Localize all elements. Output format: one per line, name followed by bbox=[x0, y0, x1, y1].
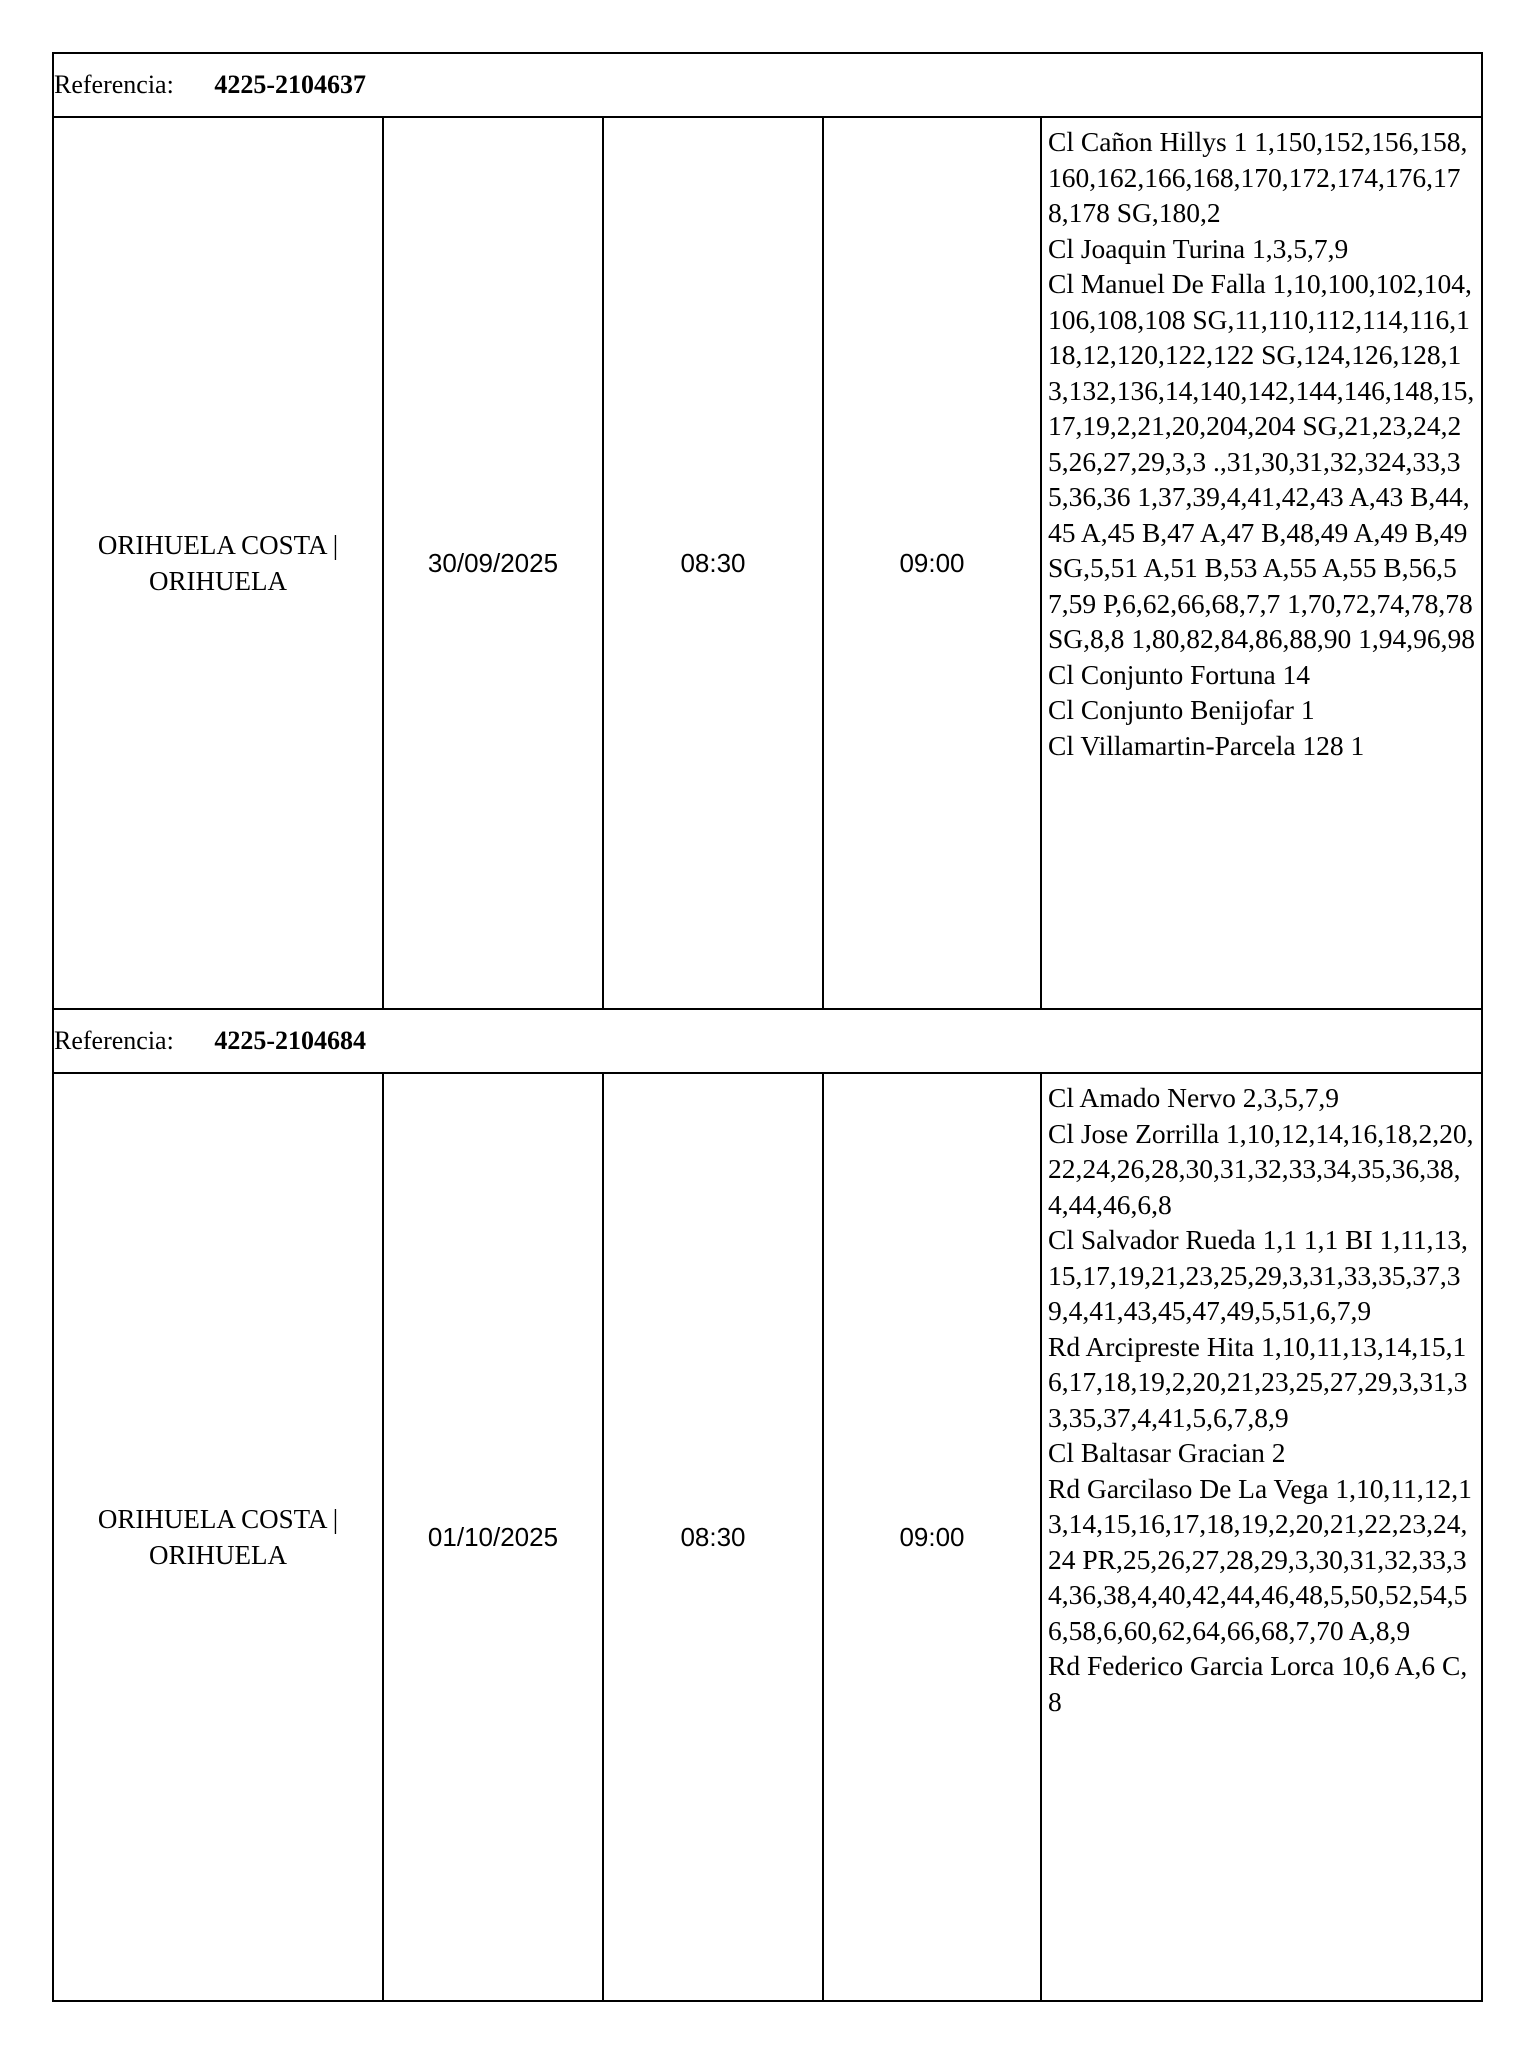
street-entry: Cl Baltasar Gracian 2 bbox=[1048, 1437, 1286, 1468]
date-cell: 30/09/2025 bbox=[383, 117, 603, 1009]
streets-cell bbox=[1041, 117, 1482, 1009]
street-entry: Cl Manuel De Falla 1,10,100,102,104,106,108,108 SG,11,110,112,114,116,118,12,120,122,122 SG,124,126,128,13,132,136,14,140,142,144,146,148,15,17,19,2,21,20,204,204 SG,21,23,24,25,26,27,29,3,3 .,31,30,31,32,324,33,35,36,36 1,37,39,4,41,42,43 A,43 B,44,45 A,45 B,47 A,47 B,48,49 A,49 B,49 SG,5,51 A,51 B,53 A,55 A,55 B,56,57,59 P,6,62,66,68,7,7 1,70,72,74,78,78 SG,8,8 1,80,82,84,86,88,90 1,94,96,98 bbox=[1048, 268, 1476, 654]
end-time-cell: 09:00 bbox=[823, 117, 1041, 1009]
reference-cell bbox=[53, 53, 1482, 117]
place-cell: ORIHUELA COSTA | ORIHUELA bbox=[53, 117, 383, 1009]
street-entry: Cl Jose Zorrilla 1,10,12,14,16,18,2,20,22,24,26,28,30,31,32,33,34,35,36,38,4,44,46,6,8 bbox=[1048, 1117, 1474, 1220]
start-time-cell: 08:30 bbox=[603, 1073, 823, 2001]
street-entry: Cl Conjunto Benijofar 1 bbox=[1048, 694, 1315, 725]
reference-label: Referencia: bbox=[54, 1026, 174, 1055]
outage-row bbox=[53, 1073, 1482, 2001]
start-time-cell: 08:30 bbox=[603, 117, 823, 1009]
street-entry: Cl Amado Nervo 2,3,5,7,9 bbox=[1048, 1082, 1340, 1113]
street-entry: Cl Cañon Hillys 1 1,150,152,156,158,160,162,166,168,170,172,174,176,178,178 SG,180,2 bbox=[1048, 126, 1468, 228]
outage-row bbox=[53, 117, 1482, 1009]
place-cell: ORIHUELA COSTA | ORIHUELA bbox=[53, 1073, 383, 2001]
reference-cell bbox=[53, 1009, 1482, 1073]
end-time-cell: 09:00 bbox=[823, 1073, 1041, 2001]
street-entry: Rd Garcilaso De La Vega 1,10,11,12,13,14,15,16,17,18,19,2,20,21,22,23,24,24 PR,25,26,27,28,29,3,30,31,32,33,34,36,38,4,40,42,44,46,48,5,50,52,54,56,58,6,60,62,64,66,68,7,70 A,8,9 bbox=[1048, 1472, 1472, 1646]
reference-code: 4225-2104637 bbox=[214, 70, 366, 99]
date-cell: 01/10/2025 bbox=[383, 1073, 603, 2001]
street-entry: Cl Salvador Rueda 1,1 1,1 BI 1,11,13,15,17,19,21,23,25,29,3,31,33,35,37,39,4,41,43,45,47,49,5,51,6,7,9 bbox=[1048, 1224, 1468, 1326]
reference-code: 4225-2104684 bbox=[214, 1026, 366, 1055]
outage-table bbox=[52, 52, 1483, 2002]
reference-label: Referencia: bbox=[54, 70, 174, 99]
reference-row bbox=[53, 1009, 1482, 1073]
streets-cell bbox=[1041, 1073, 1482, 2001]
reference-row bbox=[53, 53, 1482, 117]
street-entry: Cl Joaquin Turina 1,3,5,7,9 bbox=[1048, 232, 1349, 264]
street-entry: Rd Federico Garcia Lorca 10,6 A,6 C,8 bbox=[1048, 1650, 1468, 1717]
street-entry: Cl Conjunto Fortuna 14 bbox=[1048, 658, 1311, 690]
street-entry: Cl Villamartin-Parcela 128 1 bbox=[1048, 729, 1365, 761]
street-entry: Rd Arcipreste Hita 1,10,11,13,14,15,16,17,18,19,2,20,21,23,25,27,29,3,31,33,35,37,4,41,5,6,7,8,9 bbox=[1048, 1330, 1468, 1433]
